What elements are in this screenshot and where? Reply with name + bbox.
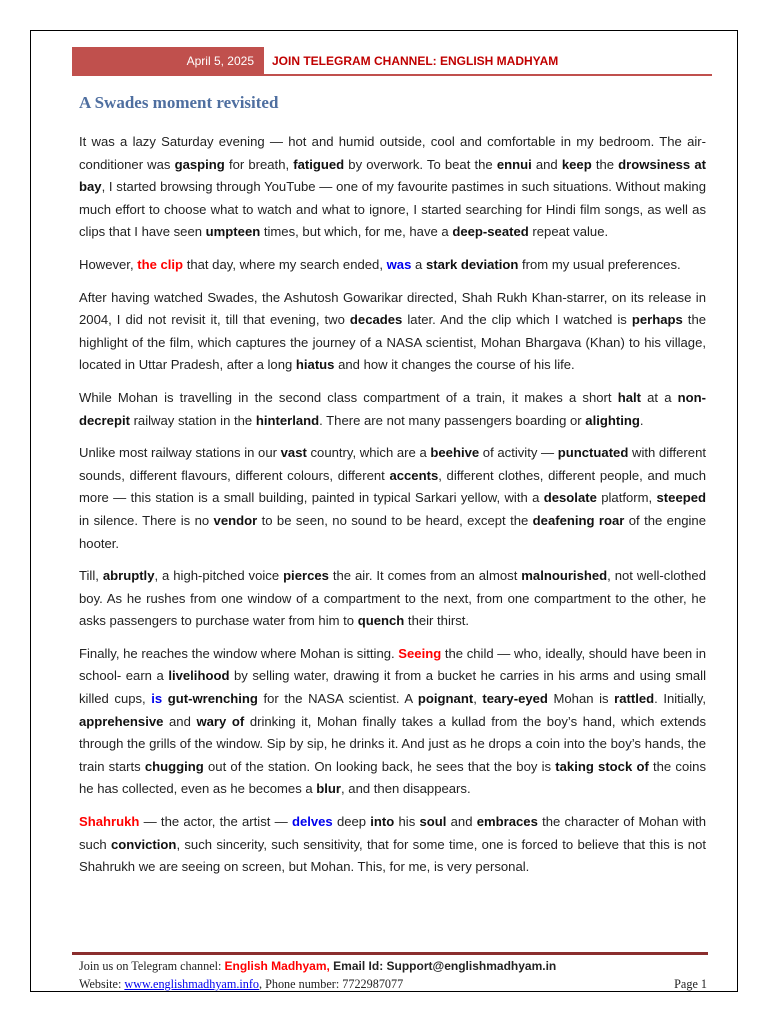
bold-term: alighting bbox=[585, 412, 640, 428]
text-run: and how it changes the course of his life. bbox=[334, 357, 575, 373]
paragraph bbox=[79, 254, 706, 277]
bold-term: fatigued bbox=[293, 156, 345, 172]
text-run: repeat value. bbox=[528, 224, 609, 240]
text-run: Unlike most railway stations in our bbox=[79, 445, 281, 461]
header-date: April 5, 2025 bbox=[72, 47, 264, 75]
text-run: , bbox=[473, 691, 483, 707]
paragraph bbox=[79, 131, 706, 244]
text-run: by overwork. To beat the bbox=[344, 156, 497, 172]
highlight-blue: is bbox=[151, 691, 163, 707]
text-run: and bbox=[531, 156, 562, 172]
text-run: It was a lazy Saturday evening — hot and humid outside, cool and comfortable in my bedroom. The air-conditioner was bbox=[79, 134, 706, 172]
page-number: Page 1 bbox=[674, 977, 707, 991]
paragraph bbox=[79, 287, 706, 377]
highlight-red: the clip bbox=[137, 256, 184, 272]
text-run: Mohan is bbox=[547, 691, 615, 707]
text-run: However, bbox=[79, 256, 138, 272]
text-run: , I started browsing through YouTube — one of my favourite pastimes in such situations. Without making much effort to choose what to watch and what to ignore, I started searching for Hindi film songs, as well as clips that I have seen bbox=[79, 179, 706, 240]
text-run: . Initially, bbox=[654, 691, 707, 707]
text-run: to be seen, no sound to be heard, except the bbox=[257, 512, 533, 528]
text-run: for the NASA scientist. A bbox=[257, 691, 418, 707]
bold-term: ennui bbox=[496, 156, 532, 172]
text-run: out of the station. On looking back, he sees that the boy is bbox=[203, 758, 556, 774]
text-run: of the engine hooter. bbox=[79, 512, 706, 551]
footer-join-text: Join us on Telegram channel: bbox=[79, 959, 225, 973]
bold-term: hiatus bbox=[295, 357, 335, 373]
bold-term: deafening roar bbox=[532, 512, 625, 528]
text-run: , such sincerity, such sensitivity, that for some time, one is forced to believe that this is not Shahrukh we are seeing on screen, but Mohan. This, for me, is very personal. bbox=[79, 836, 706, 875]
text-run: railway station in the bbox=[129, 412, 256, 428]
text-run: by selling water, drawing it from a bucket he carries in his arms and using small killed cups, bbox=[79, 668, 706, 707]
header-bar bbox=[72, 47, 712, 75]
bold-term: umpteen bbox=[205, 224, 261, 240]
footer-channel-name[interactable]: English Madhyam, bbox=[224, 959, 330, 973]
text-run: a bbox=[411, 256, 426, 272]
text-run: for breath, bbox=[224, 156, 294, 172]
text-run: later. And the clip which I watched is bbox=[402, 312, 632, 328]
bold-term: soul bbox=[419, 814, 447, 830]
bold-term: livelihood bbox=[168, 668, 230, 684]
text-run: . bbox=[639, 412, 644, 428]
bold-term: pierces bbox=[283, 568, 329, 584]
header-divider bbox=[72, 74, 712, 76]
footer-website-row bbox=[79, 975, 707, 993]
footer-website-label: Website: bbox=[79, 977, 125, 991]
bold-term: chugging bbox=[144, 758, 204, 774]
paragraph bbox=[79, 811, 706, 879]
highlight-red: Shahrukh bbox=[79, 814, 140, 830]
footer-website-link[interactable]: www.englishmadhyam.info bbox=[124, 977, 259, 991]
text-run: of activity — bbox=[479, 445, 558, 461]
text-run: . There are not many passengers boarding or bbox=[319, 412, 586, 428]
bold-term: decades bbox=[349, 312, 403, 328]
bold-term: non-decrepit bbox=[79, 389, 706, 428]
highlight-red: Seeing bbox=[398, 645, 442, 661]
highlight-blue: delves bbox=[291, 814, 333, 830]
paragraph bbox=[79, 565, 706, 633]
bold-term: apprehensive bbox=[79, 713, 164, 729]
bold-term: vast bbox=[280, 445, 307, 461]
text-run: the highlight of the film, which captures the journey of a NASA scientist, Mohan Bhargava (Khan) to his village, located in Uttar Pradesh, after a long bbox=[79, 312, 707, 373]
bold-term: desolate bbox=[543, 490, 597, 506]
bold-term: halt bbox=[617, 389, 641, 405]
paragraph bbox=[79, 643, 706, 801]
text-run: that day, where my search ended, bbox=[183, 256, 387, 272]
article-body bbox=[79, 131, 706, 889]
text-run: drinking it, Mohan finally takes a kullad from the boy’s hand, which extends through the grills of the window. Sip by sip, he drinks it. And just as he drops a coin into the boy’s hands, the train starts bbox=[79, 713, 706, 774]
paragraph bbox=[79, 387, 706, 432]
bold-term: conviction bbox=[110, 836, 177, 852]
bold-term: taking stock of bbox=[555, 758, 649, 774]
text-run: in silence. There is no bbox=[79, 512, 214, 528]
article-title: A Swades moment revisited bbox=[79, 93, 279, 112]
bold-term: malnourished bbox=[521, 568, 608, 584]
text-run: the child — who, ideally, should have been in school- earn a bbox=[79, 645, 706, 684]
text-run: at a bbox=[640, 389, 678, 405]
text-run: platform, bbox=[596, 490, 657, 506]
bold-term: gasping bbox=[174, 156, 225, 172]
bold-term: stark deviation bbox=[425, 256, 519, 272]
text-run: with different sounds, different flavours, different colours, different bbox=[79, 445, 706, 483]
text-run: — the actor, the artist — bbox=[139, 814, 292, 830]
highlight-blue: was bbox=[386, 256, 412, 272]
bold-term: gut-wrenching bbox=[167, 691, 258, 707]
paragraph bbox=[79, 442, 706, 555]
text-run: , different clothes, different people, and much more — this station is a small building, painted in typical Sarkari yellow, with a bbox=[79, 467, 706, 506]
bold-term: wary of bbox=[196, 713, 245, 729]
footer-contact-row bbox=[79, 957, 707, 975]
bold-term: drowsiness at bay bbox=[79, 156, 706, 195]
bold-term: punctuated bbox=[557, 445, 629, 461]
footer-phone: , Phone number: 7722987077 bbox=[259, 977, 404, 991]
text-run: his bbox=[394, 814, 420, 830]
bold-term: vendor bbox=[213, 512, 258, 528]
bold-term: blur bbox=[316, 781, 342, 797]
text-run: times, but which, for me, have a bbox=[260, 224, 453, 240]
footer-email[interactable]: Email Id: Support@englishmadhyam.in bbox=[329, 959, 557, 973]
bold-term: deep-seated bbox=[452, 224, 529, 240]
bold-term: abruptly bbox=[102, 568, 155, 584]
bold-term: beehive bbox=[430, 445, 480, 461]
text-run: from my usual preferences. bbox=[518, 256, 681, 272]
text-run: and bbox=[163, 713, 197, 729]
bold-term: accents bbox=[389, 467, 439, 483]
text-run: and bbox=[446, 814, 477, 830]
footer bbox=[79, 957, 707, 993]
text-run: the character of Mohan with such bbox=[79, 814, 706, 852]
bold-term: poignant bbox=[417, 691, 474, 707]
text-run: their thirst. bbox=[404, 613, 470, 629]
bold-term: steeped bbox=[656, 490, 707, 506]
bold-term: hinterland bbox=[255, 412, 320, 428]
text-run: After having watched Swades, the Ashutosh Gowarikar directed, Shah Rukh Khan-starrer, on its release in 2004, I did not revisit it, till that evening, two bbox=[79, 289, 706, 328]
text-run: Till, bbox=[79, 568, 103, 584]
footer-divider bbox=[72, 952, 708, 955]
telegram-channel-banner[interactable]: JOIN TELEGRAM CHANNEL: ENGLISH MADHYAM bbox=[272, 54, 559, 68]
bold-term: teary-eyed bbox=[482, 691, 548, 707]
text-run: the bbox=[591, 156, 619, 172]
text-run: deep bbox=[332, 814, 371, 830]
bold-term: rattled bbox=[614, 691, 655, 707]
bold-term: perhaps bbox=[631, 312, 683, 328]
text-run: , a high-pitched voice bbox=[154, 568, 284, 584]
text-run: , and then disappears. bbox=[341, 781, 471, 797]
text-run: While Mohan is travelling in the second class compartment of a train, it makes a short bbox=[79, 389, 618, 405]
text-run: Finally, he reaches the window where Mohan is sitting. bbox=[79, 645, 399, 661]
bold-term: quench bbox=[357, 613, 405, 629]
text-run: the coins he has collected, even as he becomes a bbox=[79, 758, 706, 797]
text-run: the air. It comes from an almost bbox=[328, 568, 522, 584]
text-run: , not well-clothed boy. As he rushes from one window of a compartment to the next, from one compartment to the other, he asks passengers to purchase water from him to bbox=[79, 568, 706, 629]
bold-term: into bbox=[370, 814, 395, 830]
bold-term: embraces bbox=[476, 814, 538, 830]
text-run: country, which are a bbox=[306, 445, 431, 461]
bold-term: keep bbox=[561, 156, 592, 172]
